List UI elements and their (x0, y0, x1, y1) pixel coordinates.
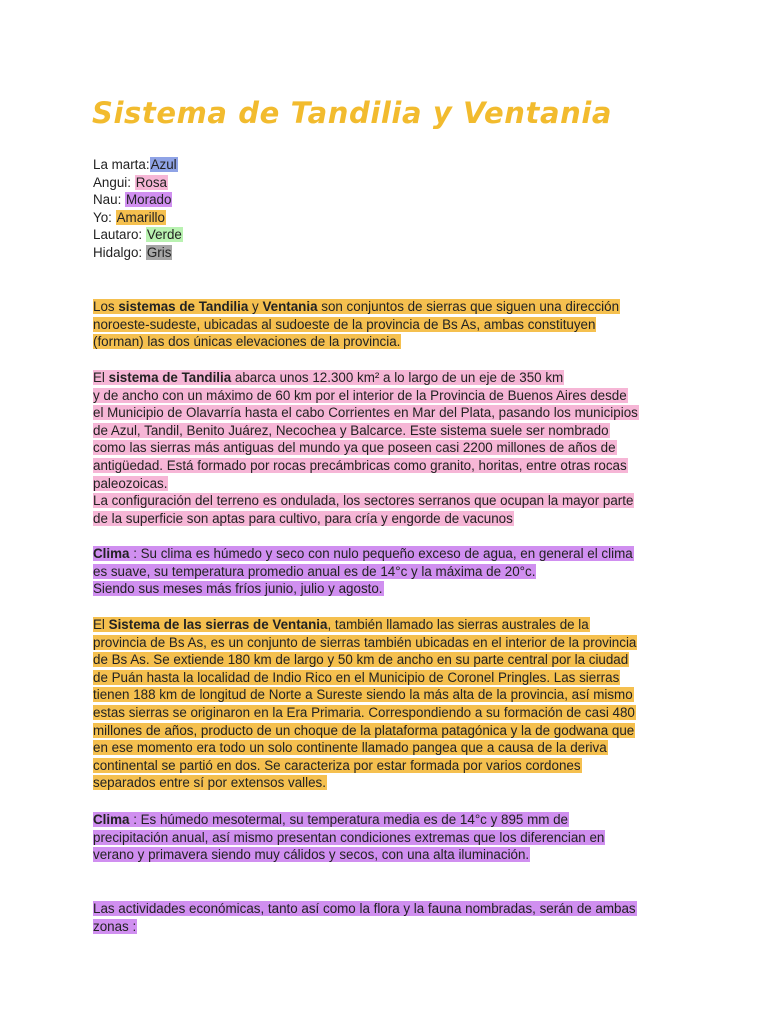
highlighted-text: (forman) las dos únicas elevaciones de la provincia. (93, 334, 401, 350)
highlighted-text: de la superficie son aptas para cultivo, para cría y engorde de vacunos (93, 510, 513, 526)
highlighted-text: verano y primavera siendo muy cálidos y secos, con una alta iluminación. (93, 847, 530, 863)
text-line (93, 704, 673, 722)
text-line (93, 669, 673, 687)
highlighted-text: es suave, su temperatura promedio anual es de 14°c y la máxima de 20°c. (93, 563, 536, 579)
text-line (93, 846, 673, 864)
legend-row-rosa (93, 174, 183, 192)
legend-name: Lautaro: (93, 227, 143, 243)
legend-name: Angui: (93, 174, 131, 190)
text-line (93, 634, 673, 652)
highlighted-text: Clima : Su clima es húmedo y seco con nulo pequeño exceso de agua, en general el clima (93, 546, 633, 561)
paragraph-intro (93, 298, 673, 351)
text-line (93, 900, 673, 918)
highlighted-text: el Municipio de Olavarría hasta el cabo Corrientes en Mar del Plata, pasando los municipios (93, 405, 638, 421)
highlighted-text: Los sistemas de Tandilia y Ventania son conjuntos de sierras que siguen una dirección (93, 299, 620, 314)
text-line (93, 545, 673, 563)
text-line (93, 298, 673, 316)
text-line (93, 475, 673, 493)
document-title: Sistema de Tandilia y Ventania (92, 96, 613, 130)
highlighted-text: continental se partió en dos. Se caracteriza por estar formada por varios cordones (93, 757, 581, 773)
paragraph-clima-ventania (93, 811, 673, 864)
text-line (93, 457, 673, 475)
highlighted-text: como las sierras más antiguas del mundo ya que poseen casi 2200 millones de años de (93, 440, 616, 456)
highlighted-text: de Azul, Tandil, Benito Juárez, Necochea y Balcarce. Este sistema suele ser nombrado (93, 422, 609, 438)
text-line (93, 918, 673, 936)
legend-name: Nau: (93, 192, 122, 208)
text-line (93, 757, 673, 775)
text-line (93, 422, 673, 440)
text-line (93, 651, 673, 669)
highlighted-text: Las actividades económicas, tanto así como la flora y la fauna nombradas, serán de ambas (93, 901, 636, 916)
text-line (93, 316, 673, 334)
text-line (93, 829, 673, 847)
highlighted-text: precipitación anual, así mismo presentan condiciones extremas que los diferencian en (93, 829, 605, 845)
highlighted-text: tienen 188 km de longitud de Norte a Sureste siendo la más alta de la provincia, así mismo (93, 687, 633, 703)
highlighted-text: La configuración del terreno es ondulada, los sectores serranos que ocupan la mayor parte (93, 493, 634, 509)
highlighted-text: de Puán hasta la localidad de Indio Rico en el Municipio de Coronel Pringles. Las sierras (93, 669, 620, 685)
text-line (93, 722, 673, 740)
legend-row-azul (93, 156, 183, 174)
legend-color-label: Verde (146, 227, 182, 243)
text-line (93, 616, 673, 634)
highlighted-text: noroeste-sudeste, ubicadas al sudoeste de la provincia de Bs As, ambas constituyen (93, 316, 596, 332)
text-line (93, 439, 673, 457)
highlighted-text: provincia de Bs As, es un conjunto de sierras también ubicadas en el interior de la provincia (93, 634, 637, 650)
highlighted-text: El sistema de Tandilia abarca unos 12.300 km² a lo largo de un eje de 350 km (93, 370, 564, 385)
legend-row-verde (93, 226, 183, 244)
text-line (93, 333, 673, 351)
highlighted-text: millones de años, producto de un choque de la plataforma patagónica y la de godwana que (93, 722, 635, 738)
text-line (93, 563, 673, 581)
text-line (93, 510, 673, 528)
paragraph-actividades (93, 900, 673, 935)
text-line (93, 492, 673, 510)
text-line (93, 580, 673, 598)
paragraph-tandilia (93, 369, 673, 527)
color-legend (93, 156, 183, 262)
highlighted-text: antigüedad. Está formado por rocas precámbricas como granito, horitas, entre otras rocas (93, 457, 627, 473)
paragraph-clima-tandilia (93, 545, 673, 598)
highlighted-text: de Bs As. Se extiende 180 km de largo y 50 km de ancho en su parte central por la ciudad (93, 652, 629, 668)
text-line (93, 739, 673, 757)
text-line (93, 387, 673, 405)
text-line (93, 686, 673, 704)
highlighted-text: separados entre sí por extensos valles. (93, 775, 326, 791)
paragraph-ventania (93, 616, 673, 792)
highlighted-text: y de ancho con un máximo de 60 km por el interior de la Provincia de Buenos Aires desde (93, 387, 627, 403)
highlighted-text: Siendo sus meses más fríos junio, julio y agosto. (93, 581, 383, 597)
highlighted-text: zonas : (93, 918, 137, 934)
text-line (93, 404, 673, 422)
legend-row-gris (93, 244, 183, 262)
legend-name: Yo: (93, 209, 112, 225)
text-line (93, 369, 673, 387)
highlighted-text: en ese momento era todo un solo continente llamado pangea que a causa de la deriva (93, 740, 607, 756)
highlighted-text: estas sierras se originaron en la Era Primaria. Correspondiendo a su formación de casi 480 (93, 704, 635, 720)
legend-row-morado (93, 191, 183, 209)
text-line (93, 774, 673, 792)
highlighted-text: Clima : Es húmedo mesotermal, su temperatura media es de 14°c y 895 mm de (93, 812, 568, 827)
highlighted-text: paleozoicas. (93, 475, 168, 491)
legend-color-label: Gris (146, 244, 172, 260)
legend-color-label: Morado (126, 192, 172, 208)
legend-row-amarillo (93, 209, 183, 227)
highlighted-text: El Sistema de las sierras de Ventania, también llamado las sierras australes de la (93, 617, 589, 632)
legend-color-label: Azul (150, 157, 177, 172)
legend-color-label: Amarillo (116, 209, 165, 225)
legend-color-label: Rosa (135, 174, 167, 190)
text-line (93, 811, 673, 829)
legend-name: La marta: (93, 157, 150, 172)
legend-name: Hidalgo: (93, 244, 143, 260)
